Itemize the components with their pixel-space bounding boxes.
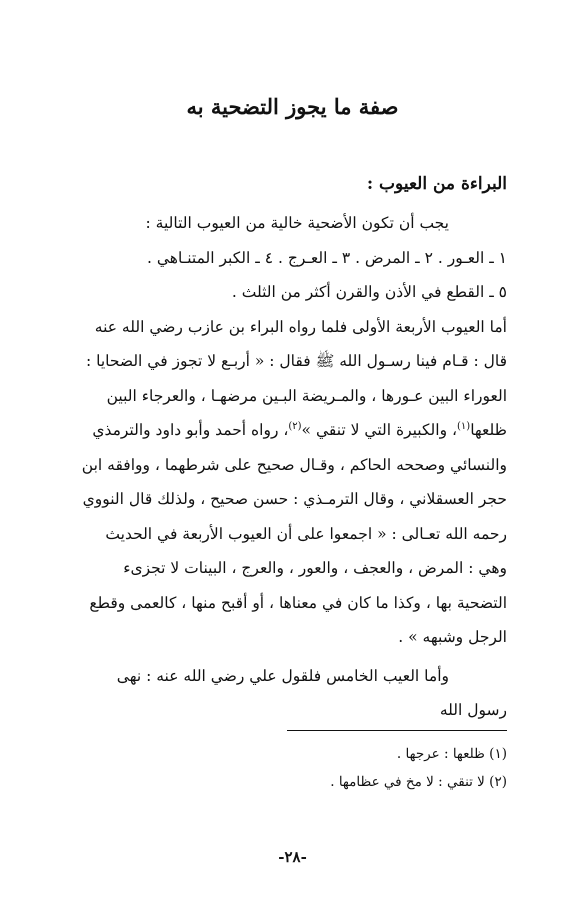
footnotes [79, 740, 507, 796]
paragraph-main-part-1: أما العيوب الأربعة الأولى فلما رواه البراء بن عازب رضي الله عنه قال : قـام فينا رسـول الله ﷺ فقال : « أربـع لا تجوز في الضحايا : العوراء البين عـورها ، والمـريضة البـين مرضهـا ، والعرجاء البين ظلعها [85, 317, 507, 439]
paragraph-main-part-3: ، رواه أحمد وأبو داود والترمذي والنسائي وصححه الحاكم ، وقـال صحيح على شرطهما ، ووافقه ابن حجر العسقلاني ، وقال الترمـذي : حسن صحيح ، ولذلك قال النووي رحمه الله تعـالى : « اجمعوا على أن العيوب الأربعة في الحديث وهي : المرض ، والعجف ، والعور ، والعرج ، البينات لا تجزىء التضحية بها ، وكذا ما كان في معناها ، أو أقبح منها ، كالعمى وقطع الرجل وشبهه » . [81, 421, 507, 646]
paragraph-list-2: ٥ ـ القطع في الأذن والقرن أكثر من الثلث . [231, 283, 507, 301]
body-text [79, 206, 507, 728]
page-title: صفة ما يجوز التضحية به [186, 94, 399, 119]
paragraph-list-1: ١ ـ العـور . ٢ ـ المرض . ٣ ـ العـرج . ٤ ـ الكبر المتنـاهي . [147, 248, 507, 267]
footnote-2: (٢) لا تنقي : لا مخ في عظامها . [330, 774, 507, 790]
page-number: -٢٨- [278, 848, 307, 866]
footnote-1: (١) ظلعها : عرجها . [396, 746, 507, 762]
footnote-marker-1: (١) [457, 420, 471, 432]
paragraph-main-part-2: ، والكبيرة التي لا تنقي » [301, 421, 457, 439]
paragraph-fifth-defect: وأما العيب الخامس فلقول علي رضي الله عنه : نهى رسول الله [116, 666, 507, 719]
paragraph-intro: يجب أن تكون الأضحية خالية من العيوب التالية : [145, 214, 449, 232]
footnote-marker-2: (٢) [288, 420, 302, 432]
footnote-divider [287, 730, 507, 731]
section-heading: البراءة من العيوب : [366, 174, 507, 194]
paragraph-main [79, 310, 507, 655]
